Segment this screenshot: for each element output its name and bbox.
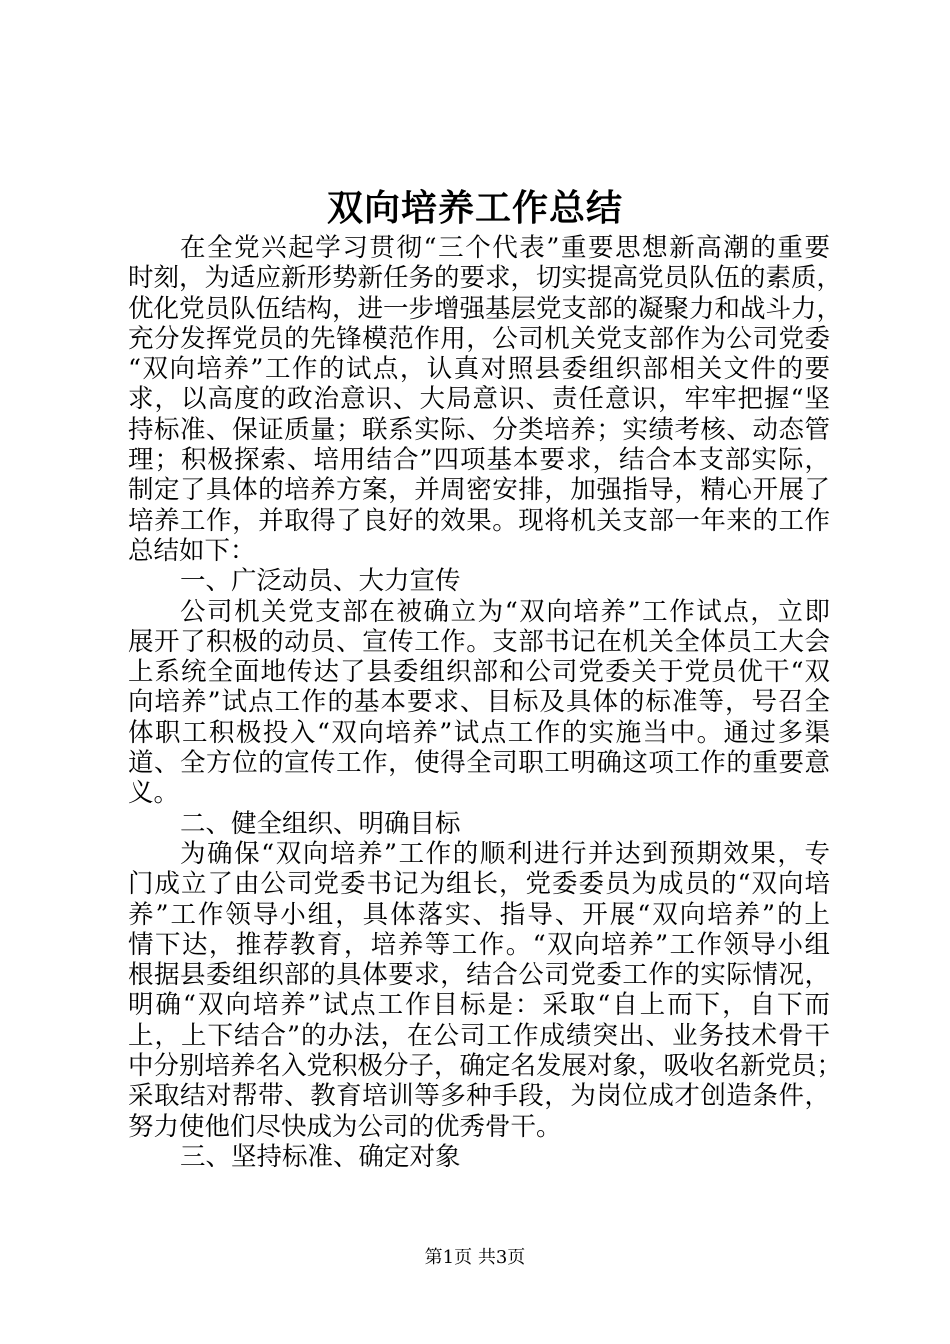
page-number: 第1页 共3页 xyxy=(424,1247,526,1268)
paragraph-line: 培养工作，并取得了良好的效果。现将机关支部一年来的工作 xyxy=(128,505,830,536)
paragraph-line: 理；积极探索、培用结合”四项基本要求，结合本支部实际， xyxy=(128,445,830,476)
paragraph-line: 优化党员队伍结构，进一步增强基层党支部的凝聚力和战斗力， xyxy=(128,293,843,324)
paragraph-line: 体职工积极投入“双向培养”试点工作的实施当中。通过多渠 xyxy=(128,717,830,748)
paragraph-line: 为确保“双向培养”工作的顺利进行并达到预期效果，专 xyxy=(180,838,830,869)
paragraph-line: 展开了积极的动员、宣传工作。支部书记在机关全体员工大会 xyxy=(128,626,830,657)
paragraph-line: 养”工作领导小组，具体落实、指导、开展“双向培养”的上 xyxy=(128,899,830,930)
paragraph-line: 时刻，为适应新形势新任务的要求，切实提高党员队伍的素质， xyxy=(128,263,843,294)
paragraph-line: 中分别培养名入党积极分子，确定名发展对象，吸收名新党员； xyxy=(128,1051,843,1082)
paragraph-line: 充分发挥党员的先锋模范作用，公司机关党支部作为公司党委 xyxy=(128,323,830,354)
paragraph-line: 公司机关党支部在被确立为“双向培养”工作试点，立即 xyxy=(180,596,830,627)
paragraph-line: 上系统全面地传达了县委组织部和公司党委关于党员优干“双 xyxy=(128,657,830,688)
paragraph-line: 总结如下： xyxy=(128,535,256,566)
paragraph-line: 向培养”试点工作的基本要求、目标及具体的标准等，号召全 xyxy=(128,687,830,718)
document-title: 双向培养工作总结 xyxy=(326,187,623,229)
section-heading: 一、广泛动员、大力宣传 xyxy=(180,566,461,597)
paragraph-line: 持标准、保证质量；联系实际、分类培养；实绩考核、动态管 xyxy=(128,414,830,445)
paragraph-line: 求，以高度的政治意识、大局意识、责任意识，牢牢把握“坚 xyxy=(128,384,830,415)
paragraph-line: 道、全方位的宣传工作，使得全司职工明确这项工作的重要意 xyxy=(128,748,830,779)
paragraph-line: 明确“双向培养”试点工作目标是：采取“自上而下，自下而 xyxy=(128,990,830,1021)
paragraph-line: 根据县委组织部的具体要求，结合公司党委工作的实际情况， xyxy=(128,960,830,991)
document-body xyxy=(128,233,843,1172)
paragraph-line: 门成立了由公司党委书记为组长，党委委员为成员的“双向培 xyxy=(128,869,830,900)
paragraph-line: “双向培养”工作的试点，认真对照县委组织部相关文件的要 xyxy=(128,354,830,385)
paragraph-line: 努力使他们尽快成为公司的优秀骨干。 xyxy=(128,1111,562,1142)
paragraph-line: 采取结对帮带、教育培训等多种手段，为岗位成才创造条件， xyxy=(128,1081,830,1112)
paragraph-line: 上，上下结合”的办法，在公司工作成绩突出、业务技术骨干 xyxy=(128,1020,830,1051)
section-heading: 二、健全组织、明确目标 xyxy=(180,808,461,839)
paragraph-line: 在全党兴起学习贯彻“三个代表”重要思想新高潮的重要 xyxy=(180,233,830,263)
section-heading: 三、坚持标准、确定对象 xyxy=(180,1141,461,1172)
paragraph-line: 义。 xyxy=(128,778,180,809)
paragraph-line: 制定了具体的培养方案，并周密安排，加强指导，精心开展了 xyxy=(128,475,830,506)
paragraph-line: 情下达，推荐教育，培养等工作。“双向培养”工作领导小组 xyxy=(128,929,830,960)
